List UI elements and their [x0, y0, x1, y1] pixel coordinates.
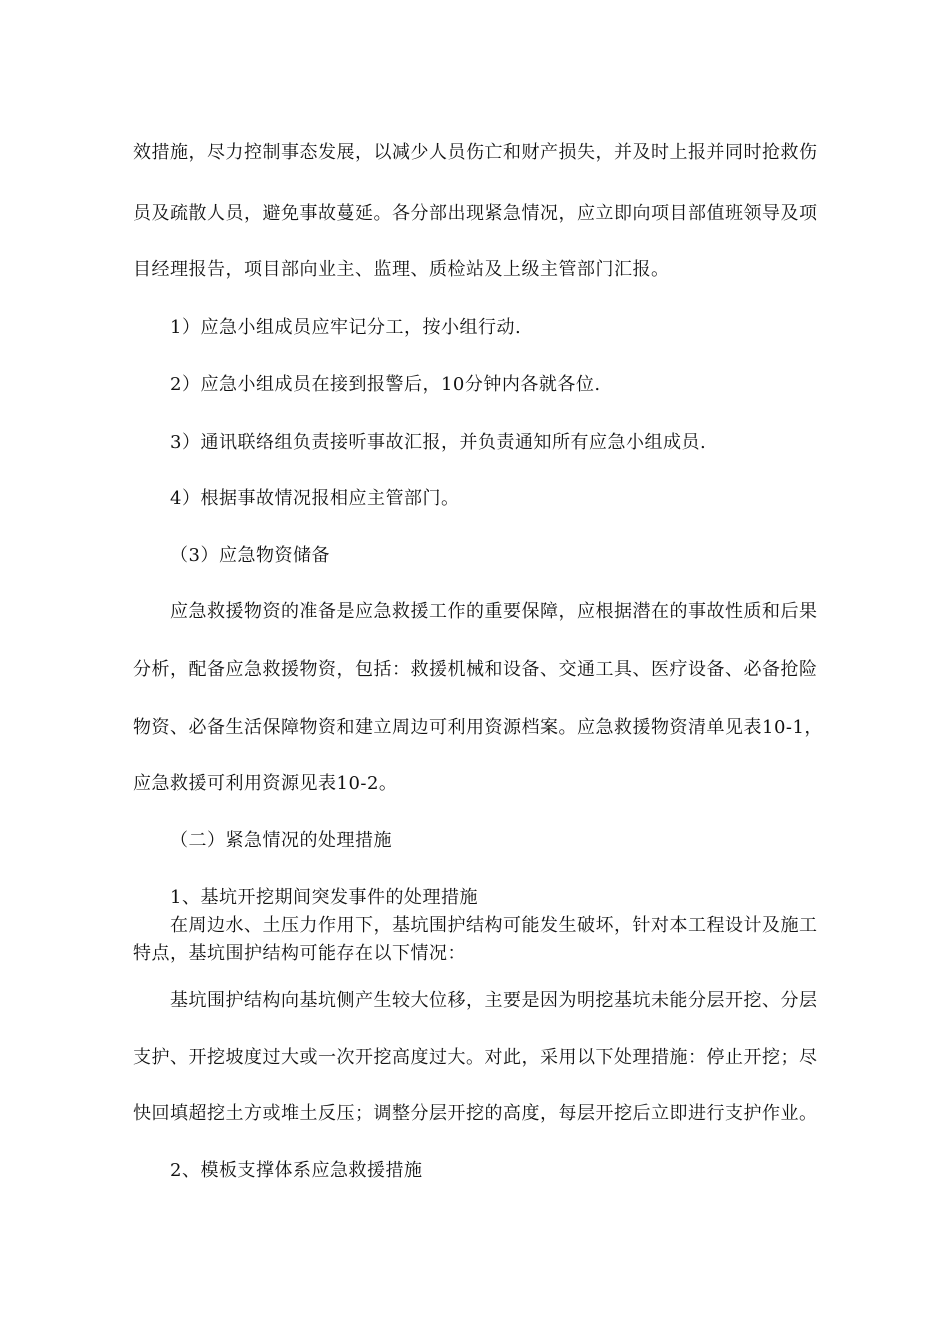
- section-heading: （二）紧急情况的处理措施: [170, 830, 392, 851]
- list-item: 2）应急小组成员在接到报警后，10分钟内各就各位.: [170, 374, 601, 395]
- subsection-heading: 1、基坑开挖期间突发事件的处理措施: [170, 887, 478, 908]
- list-item: 4）根据事故情况报相应主管部门。: [170, 488, 460, 509]
- paragraph-line: 分析，配备应急救援物资，包括：救援机械和设备、交通工具、医疗设备、必备抢险: [133, 659, 818, 680]
- paragraph-line: 员及疏散人员，避免事故蔓延。各分部出现紧急情况，应立即向项目部值班领导及项: [133, 203, 818, 224]
- paragraph-line: 物资、必备生活保障物资和建立周边可利用资源档案。应急救援物资清单见表10-1，: [133, 717, 823, 738]
- paragraph-line: 在周边水、土压力作用下，基坑围护结构可能发生破坏，针对本工程设计及施工: [170, 915, 818, 936]
- list-item: 3）通讯联络组负责接听事故汇报，并负责通知所有应急小组成员.: [170, 432, 707, 453]
- subsection-heading: 2、模板支撑体系应急救援措施: [170, 1160, 423, 1181]
- paragraph-line: 特点，基坑围护结构可能存在以下情况：: [133, 943, 466, 964]
- list-item: 1）应急小组成员应牢记分工，按小组行动.: [170, 317, 522, 338]
- paragraph-line: 快回填超挖土方或堆土反压；调整分层开挖的高度，每层开挖后立即进行支护作业。: [133, 1103, 818, 1124]
- paragraph-line: 目经理报告，项目部向业主、监理、质检站及上级主管部门汇报。: [133, 259, 670, 280]
- section-heading: （3）应急物资储备: [170, 545, 330, 566]
- paragraph-line: 基坑围护结构向基坑侧产生较大位移，主要是因为明挖基坑未能分层开挖、分层: [170, 990, 818, 1011]
- paragraph-line: 效措施，尽力控制事态发展，以减少人员伤亡和财产损失，并及时上报并同时抢救伤: [133, 142, 818, 163]
- paragraph-line: 应急救援物资的准备是应急救援工作的重要保障，应根据潜在的事故性质和后果: [170, 601, 818, 622]
- paragraph-line: 支护、开挖坡度过大或一次开挖高度过大。对此，采用以下处理措施：停止开挖；尽: [133, 1047, 818, 1068]
- paragraph-line: 应急救援可利用资源见表10-2。: [133, 773, 398, 794]
